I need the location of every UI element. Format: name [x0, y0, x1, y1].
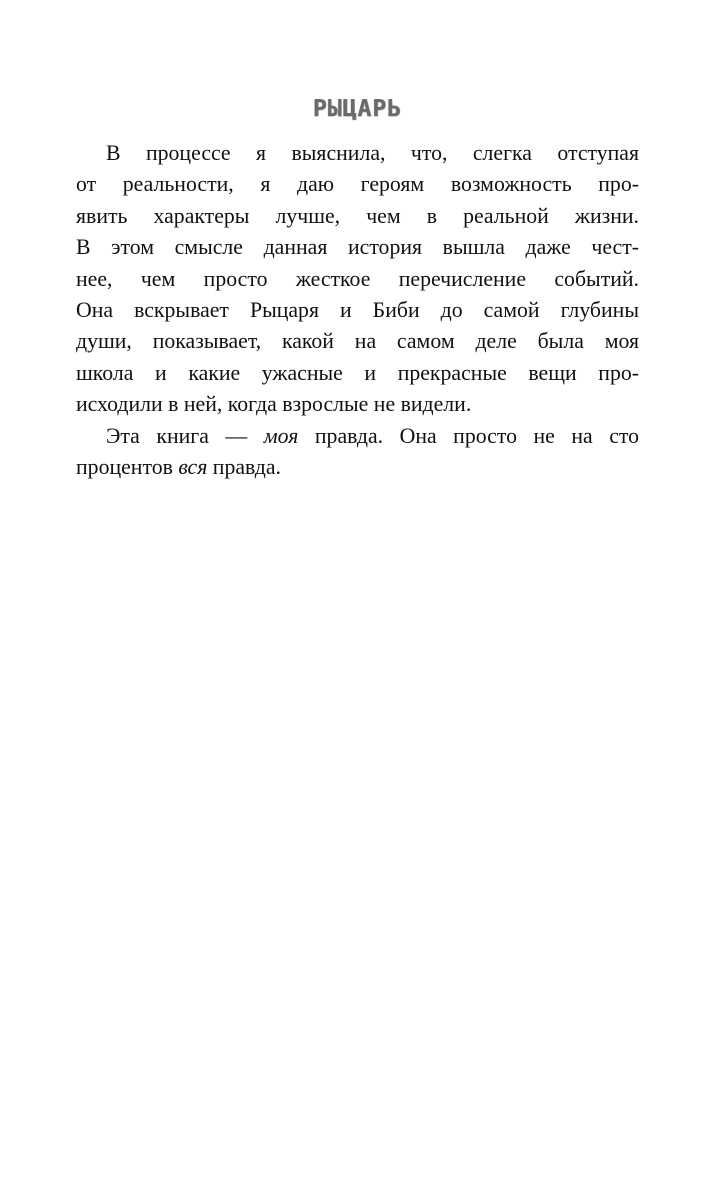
paragraph-2-line-2-start: процентов: [76, 455, 179, 480]
paragraph-2-line-1-end: правда. Она просто не на сто: [298, 423, 639, 448]
paragraph-1-line-5: нее, чем просто жесткое перечисление событий.: [76, 266, 639, 291]
paragraph-2-line-2: [76, 452, 639, 483]
paragraph-1-line-4: В этом смысле данная история вышла даже чест-: [76, 235, 639, 260]
paragraph-1-line-3: явить характеры лучше, чем в реальной жизни.: [76, 203, 639, 228]
paragraph-1-line-6: Она вскрывает Рыцаря и Биби до самой глубины: [76, 298, 639, 323]
paragraph-1-line-7: души, показывает, какой на самом деле была моя: [76, 329, 639, 354]
body-text: [76, 138, 639, 483]
paragraph-1-line-9: исходили в ней, когда взрослые не видели.: [76, 392, 472, 417]
paragraph-1-line-8: школа и какие ужасные и прекрасные вещи про-: [76, 360, 639, 385]
paragraph-1-line-2: от реальности, я даю героям возможность про-: [76, 172, 639, 197]
paragraph-2-emphasis-1: моя: [263, 423, 299, 448]
paragraph-2-line-2-end: правда.: [207, 455, 281, 480]
running-head: РЫЦАРЬ: [312, 96, 403, 122]
paragraph-1-line-1: В процессе я выяснила, что, слегка отступая: [106, 141, 639, 165]
paragraph-2-line-1: [76, 421, 639, 452]
paragraph-2-emphasis-2: вся: [178, 455, 208, 480]
paragraph-2-line-1-start: Эта книга —: [106, 423, 264, 448]
